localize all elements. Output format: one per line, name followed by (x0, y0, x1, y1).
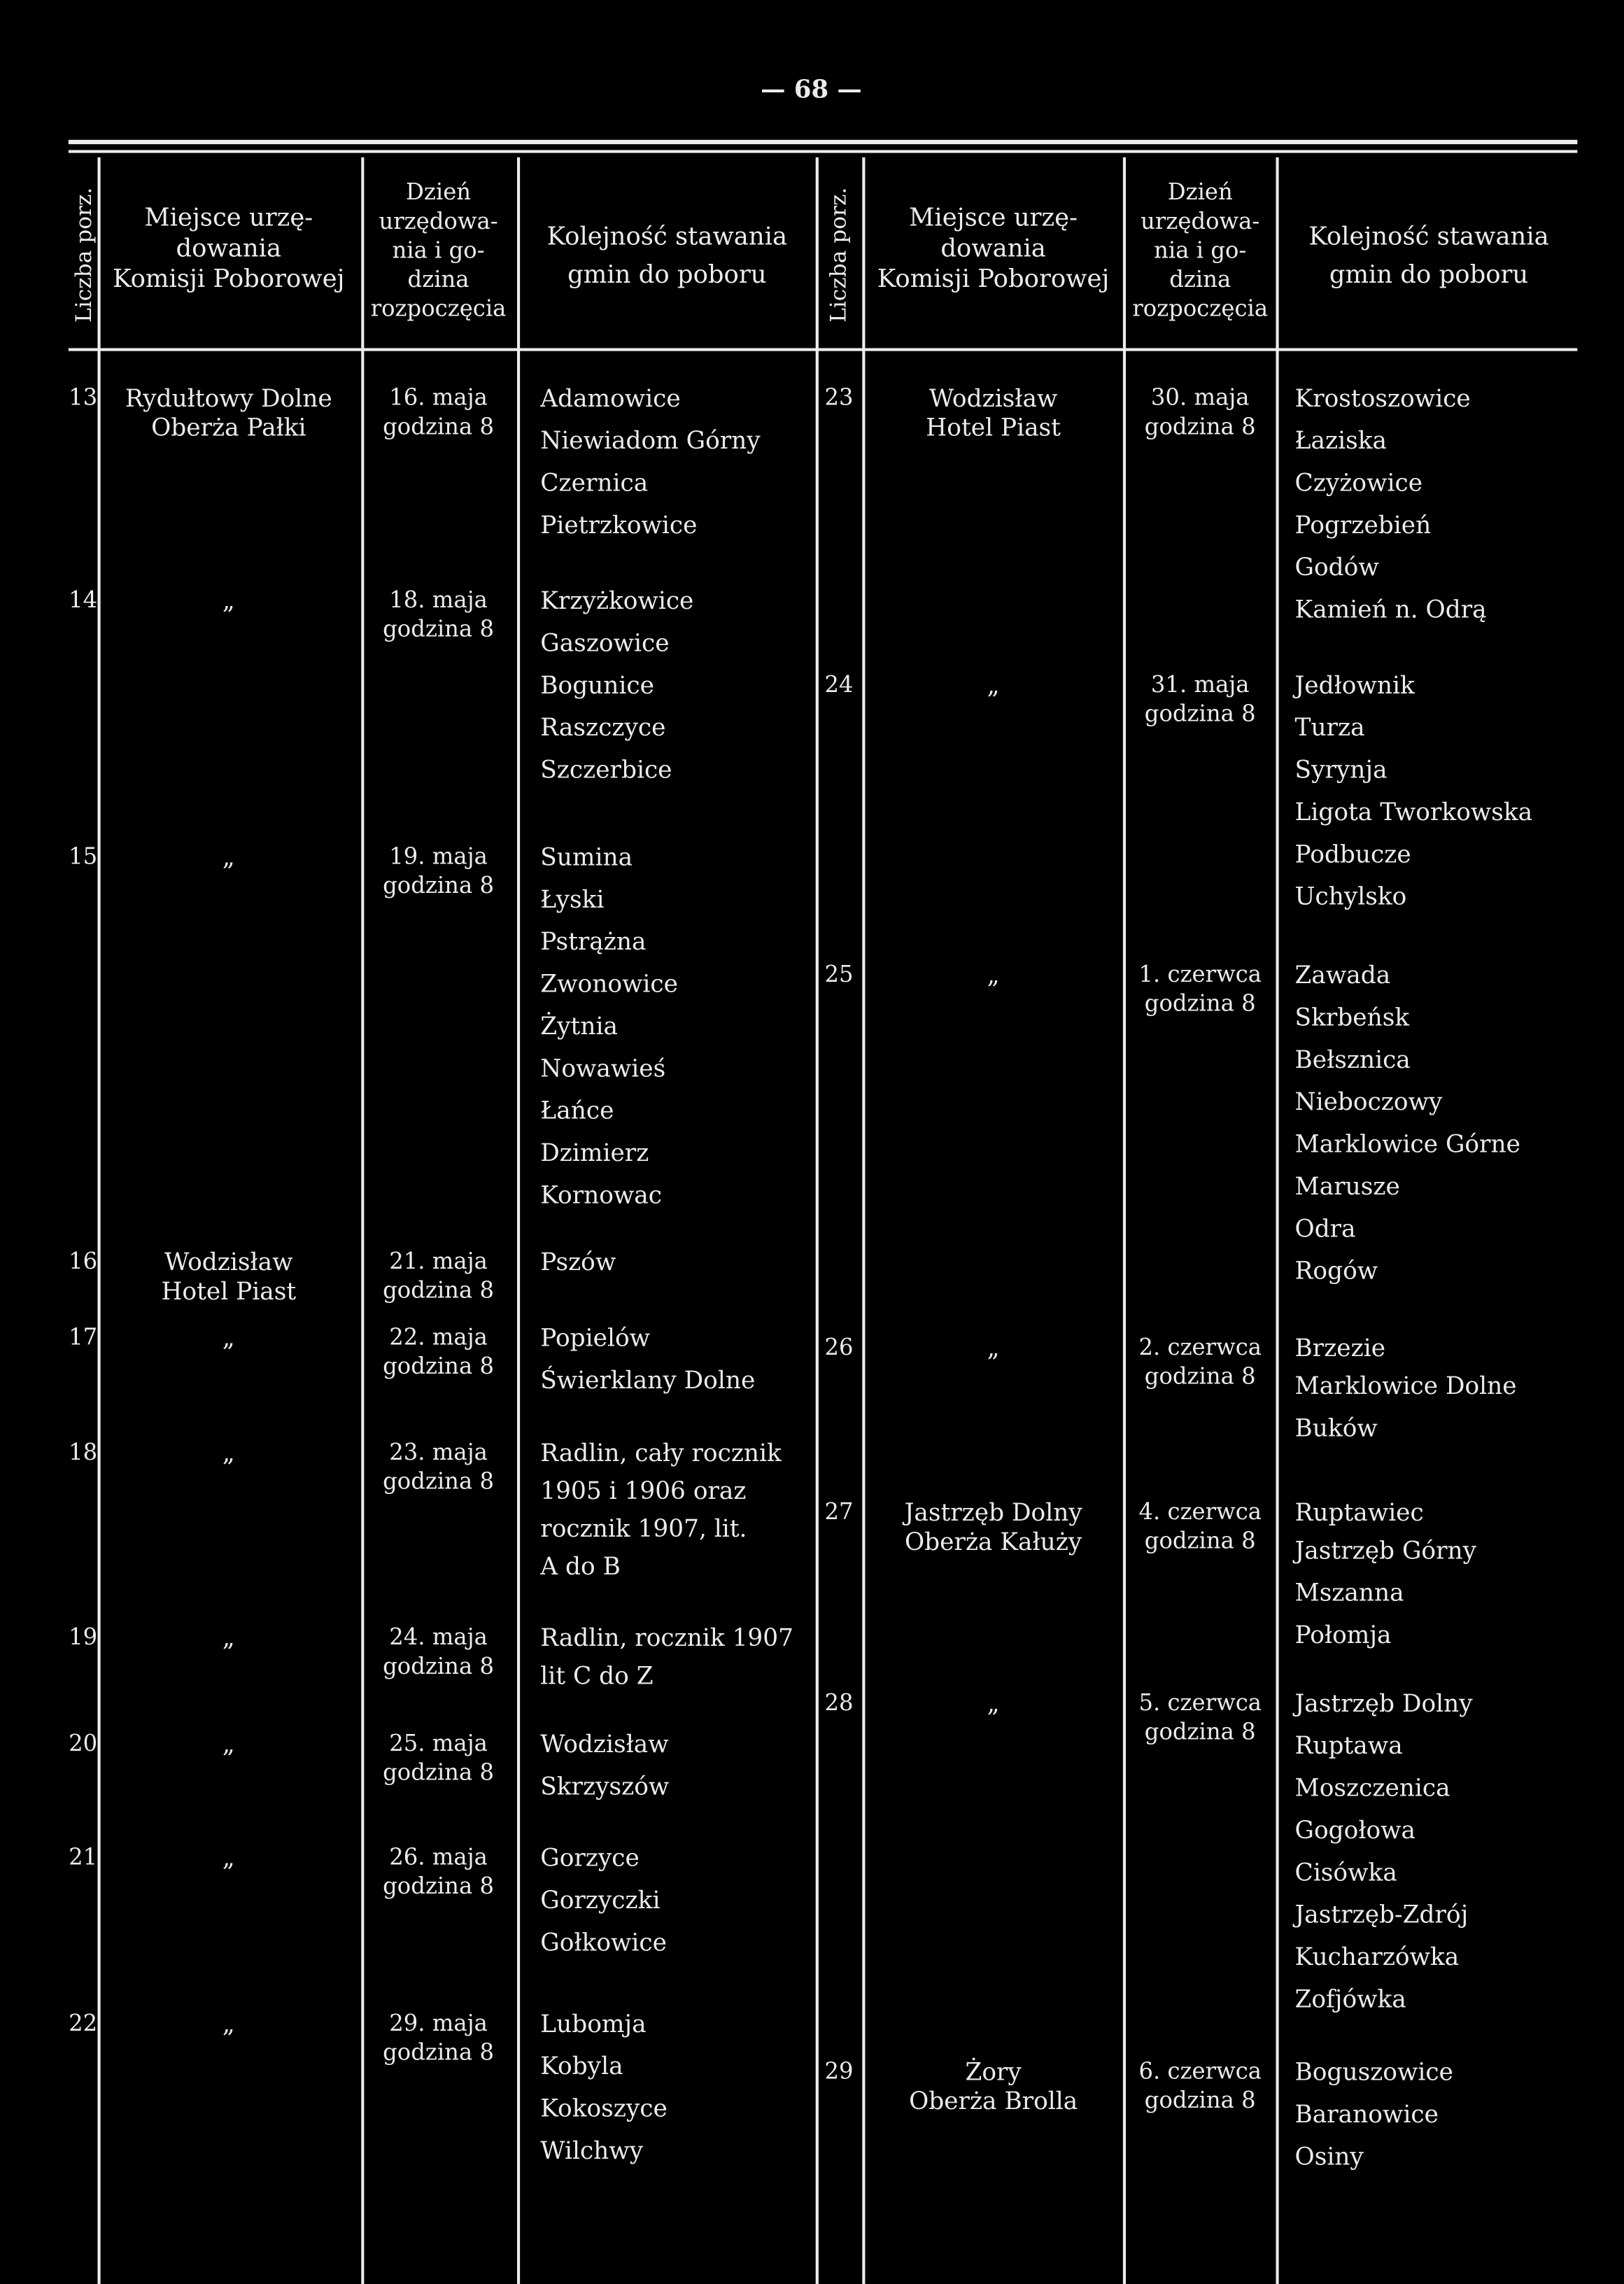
session-date: godzina 8 (383, 1468, 494, 1495)
municipality-name: Jastrzęb Dolny (1294, 1689, 1473, 1718)
session-date: godzina 8 (383, 872, 494, 899)
municipality-name: Dzimierz (540, 1139, 649, 1167)
entry-number: 21 (69, 1844, 98, 1870)
entry-number: 23 (824, 384, 854, 411)
municipality-name: Niewiadom Górny (540, 426, 761, 455)
municipality-name: Moszczenica (1294, 1774, 1450, 1802)
header-miejsce-left: Miejsce urzę- dowania Komisji Poborowej (113, 204, 345, 295)
page-number: — 68 — (761, 76, 862, 105)
municipality-name: Mszanna (1294, 1579, 1404, 1607)
session-date: godzina 8 (383, 616, 494, 642)
municipality-name: Zofjówka (1294, 1985, 1406, 2013)
municipality-name: Świerklany Dolne (540, 1366, 756, 1395)
municipality-name: Jastrzęb Górny (1294, 1537, 1477, 1565)
commission-place: „ (222, 1439, 235, 1467)
municipality-name: Brzezie (1294, 1334, 1386, 1362)
commission-place: „ (222, 1324, 235, 1352)
commission-place: Wodzisław (164, 1248, 293, 1276)
session-date: 18. maja (389, 586, 488, 614)
commission-place: Oberża Kałuży (905, 1528, 1082, 1556)
municipality-name: Nieboczowy (1294, 1087, 1443, 1116)
municipality-name: Wilchwy (540, 2136, 644, 2165)
entry-number: 20 (69, 1730, 98, 1757)
municipality-name: Gorzyczki (540, 1886, 661, 1915)
municipality-name: Radlin, rocznik 1907 (540, 1623, 793, 1652)
municipality-name: Połomja (1294, 1621, 1392, 1649)
municipality-name: Lubomja (540, 2010, 647, 2038)
commission-place: „ (222, 1730, 235, 1758)
header-liczba-porz-right: Liczba porz. (825, 187, 852, 323)
commission-place: „ (222, 2010, 235, 2038)
municipality-name: Jastrzęb-Zdrój (1294, 1901, 1469, 1929)
municipality-name: Szczerbice (540, 756, 672, 784)
municipality-name: Buków (1294, 1414, 1378, 1442)
top-double-rule (69, 140, 1578, 144)
municipality-name: Pszów (540, 1248, 616, 1276)
header-bottom-rule (69, 348, 1578, 351)
municipality-name: Czyżowice (1294, 469, 1423, 497)
header-dzien-left: Dzień urzędowa- nia i go- dzina rozpoczęcia (370, 179, 507, 323)
municipality-name: lit C do Z (540, 1662, 654, 1690)
entry-number: 22 (69, 2010, 98, 2037)
commission-place: „ (987, 961, 1000, 989)
session-date: 24. maja (389, 1623, 488, 1651)
municipality-name: Godów (1294, 554, 1379, 581)
municipality-name: Kokoszyce (540, 2094, 668, 2122)
commission-place: „ (987, 671, 1000, 700)
municipality-name: Kucharzówka (1294, 1943, 1460, 1971)
column-divider (1276, 157, 1278, 2284)
entry-number: 15 (69, 843, 98, 870)
commission-place: Rydułtowy Dolne (125, 384, 332, 413)
municipality-name: A do B (540, 1552, 621, 1581)
top-rule-thin (69, 150, 1578, 153)
session-date: 22. maja (389, 1324, 488, 1351)
municipality-name: Bogunice (540, 671, 654, 700)
municipality-name: Gaszowice (540, 629, 670, 657)
session-date: 26. maja (389, 1844, 488, 1870)
municipality-name: 1905 i 1906 oraz (540, 1476, 747, 1505)
municipality-name: Gołkowice (540, 1929, 667, 1957)
commission-place: Hotel Piast (161, 1277, 297, 1306)
session-date: godzina 8 (1144, 2087, 1256, 2114)
municipality-name: Marusze (1294, 1172, 1400, 1201)
municipality-name: Skrbeńsk (1294, 1003, 1410, 1031)
session-date: 4. czerwca (1138, 1498, 1262, 1525)
municipality-name: Żytnia (540, 1012, 618, 1041)
municipality-name: Pogrzebień (1294, 511, 1432, 540)
municipality-name: Baranowice (1294, 2100, 1439, 2129)
session-date: godzina 8 (1144, 990, 1256, 1017)
session-date: godzina 8 (383, 1873, 494, 1900)
commission-place: „ (222, 843, 235, 871)
entry-number: 14 (69, 586, 98, 614)
session-date: 25. maja (389, 1730, 488, 1757)
commission-place: Hotel Piast (926, 414, 1061, 442)
session-date: 29. maja (389, 2010, 488, 2037)
municipality-name: Gogołowa (1294, 1816, 1416, 1845)
municipality-name: Krzyżkowice (540, 586, 694, 615)
session-date: godzina 8 (1144, 414, 1256, 440)
column-divider (1123, 157, 1126, 2284)
commission-place: Wodzisław (928, 384, 1058, 413)
municipality-name: Łańce (540, 1097, 614, 1125)
municipality-name: Zawada (1294, 961, 1391, 989)
municipality-name: Kobyla (540, 2052, 623, 2080)
header-kolejnosc-left: Kolejność stawania gmin do poboru (546, 223, 788, 290)
municipality-name: Ruptawiec (1294, 1498, 1424, 1527)
session-date: godzina 8 (1144, 700, 1256, 727)
commission-place: „ (987, 1334, 1000, 1362)
commission-place: „ (222, 1623, 235, 1652)
session-date: godzina 8 (383, 1653, 494, 1680)
municipality-name: Kornowac (540, 1181, 663, 1209)
entry-number: 28 (824, 1689, 854, 1716)
session-date: godzina 8 (1144, 1719, 1256, 1745)
municipality-name: Turza (1294, 713, 1365, 742)
municipality-name: Osiny (1294, 2143, 1364, 2171)
entry-number: 13 (69, 384, 98, 411)
commission-place: Jastrzęb Dolny (904, 1498, 1082, 1527)
session-date: 21. maja (389, 1248, 488, 1275)
session-date: 30. maja (1150, 384, 1250, 411)
municipality-name: Kamień n. Odrą (1294, 595, 1487, 623)
header-kolejnosc-right: Kolejność stawania gmin do poboru (1308, 223, 1549, 290)
municipality-name: Nowawieś (540, 1055, 666, 1083)
session-date: godzina 8 (383, 1759, 494, 1786)
municipality-name: Krostoszowice (1294, 384, 1471, 413)
municipality-name: Pietrzkowice (540, 511, 698, 540)
municipality-name: Popielów (540, 1324, 651, 1352)
session-date: 31. maja (1150, 671, 1250, 698)
municipality-name: Łyski (540, 885, 605, 914)
commission-place: „ (987, 1689, 1000, 1718)
column-divider (361, 157, 364, 2284)
municipality-name: Marklowice Dolne (1294, 1372, 1517, 1400)
session-date: godzina 8 (383, 1277, 494, 1304)
session-date: godzina 8 (383, 1353, 494, 1380)
column-divider (862, 157, 865, 2284)
municipality-name: Uchylsko (1294, 882, 1407, 910)
session-date: 1. czerwca (1138, 961, 1262, 988)
municipality-name: Radlin, cały rocznik (540, 1439, 782, 1467)
session-date: 23. maja (389, 1439, 488, 1466)
entry-number: 24 (824, 671, 854, 698)
municipality-name: Boguszowice (1294, 2058, 1453, 2086)
municipality-name: Cisówka (1294, 1859, 1397, 1887)
municipality-name: Wodzisław (540, 1730, 669, 1758)
entry-number: 17 (69, 1324, 98, 1351)
column-divider (816, 157, 819, 2284)
municipality-name: Skrzyszów (540, 1772, 670, 1800)
header-dzien-right: Dzień urzędowa- nia i go- dzina rozpoczęcia (1132, 179, 1269, 323)
municipality-name: Zwonowice (540, 970, 678, 998)
column-divider (517, 157, 520, 2284)
commission-place: „ (222, 1844, 235, 1872)
entry-number: 25 (824, 961, 854, 988)
session-date: 6. czerwca (1138, 2058, 1262, 2085)
commission-place: „ (222, 586, 235, 615)
session-date: 19. maja (389, 843, 488, 870)
session-date: godzina 8 (383, 2039, 494, 2066)
municipality-name: Ruptawa (1294, 1732, 1403, 1760)
entry-number: 18 (69, 1439, 98, 1466)
municipality-name: Gorzyce (540, 1844, 640, 1872)
session-date: 16. maja (389, 384, 488, 411)
entry-number: 16 (69, 1248, 98, 1275)
session-date: 2. czerwca (1138, 1334, 1262, 1361)
commission-place: Oberża Pałki (151, 414, 306, 442)
municipality-name: Jedłownik (1294, 671, 1415, 700)
session-date: godzina 8 (383, 414, 494, 440)
municipality-name: Podbucze (1294, 840, 1411, 868)
municipality-name: Rogów (1294, 1257, 1378, 1285)
header-liczba-porz-left: Liczba porz. (70, 187, 97, 323)
commission-place: Oberża Brolla (909, 2087, 1078, 2115)
municipality-name: Bełsznica (1294, 1045, 1411, 1074)
session-date: godzina 8 (1144, 1363, 1256, 1390)
municipality-name: Łaziska (1294, 426, 1388, 455)
commission-place: Żory (965, 2058, 1022, 2086)
municipality-name: Czernica (540, 469, 649, 497)
session-date: 5. czerwca (1138, 1689, 1262, 1716)
municipality-name: rocznik 1907, lit. (540, 1514, 747, 1543)
municipality-name: Pstrążna (540, 927, 647, 956)
municipality-name: Odra (1294, 1215, 1356, 1243)
column-divider (97, 157, 100, 2284)
entry-number: 19 (69, 1623, 98, 1651)
entry-number: 29 (824, 2058, 854, 2085)
municipality-name: Syrynja (1294, 756, 1388, 784)
municipality-name: Adamowice (540, 384, 681, 413)
session-date: godzina 8 (1144, 1528, 1256, 1555)
municipality-name: Marklowice Górne (1294, 1130, 1520, 1158)
municipality-name: Raszczyce (540, 713, 666, 742)
entry-number: 26 (824, 1334, 854, 1361)
entry-number: 27 (824, 1498, 854, 1525)
municipality-name: Sumina (540, 843, 633, 871)
municipality-name: Ligota Tworkowska (1294, 798, 1533, 826)
header-miejsce-right: Miejsce urzę- dowania Komisji Poborowej (877, 204, 1110, 295)
